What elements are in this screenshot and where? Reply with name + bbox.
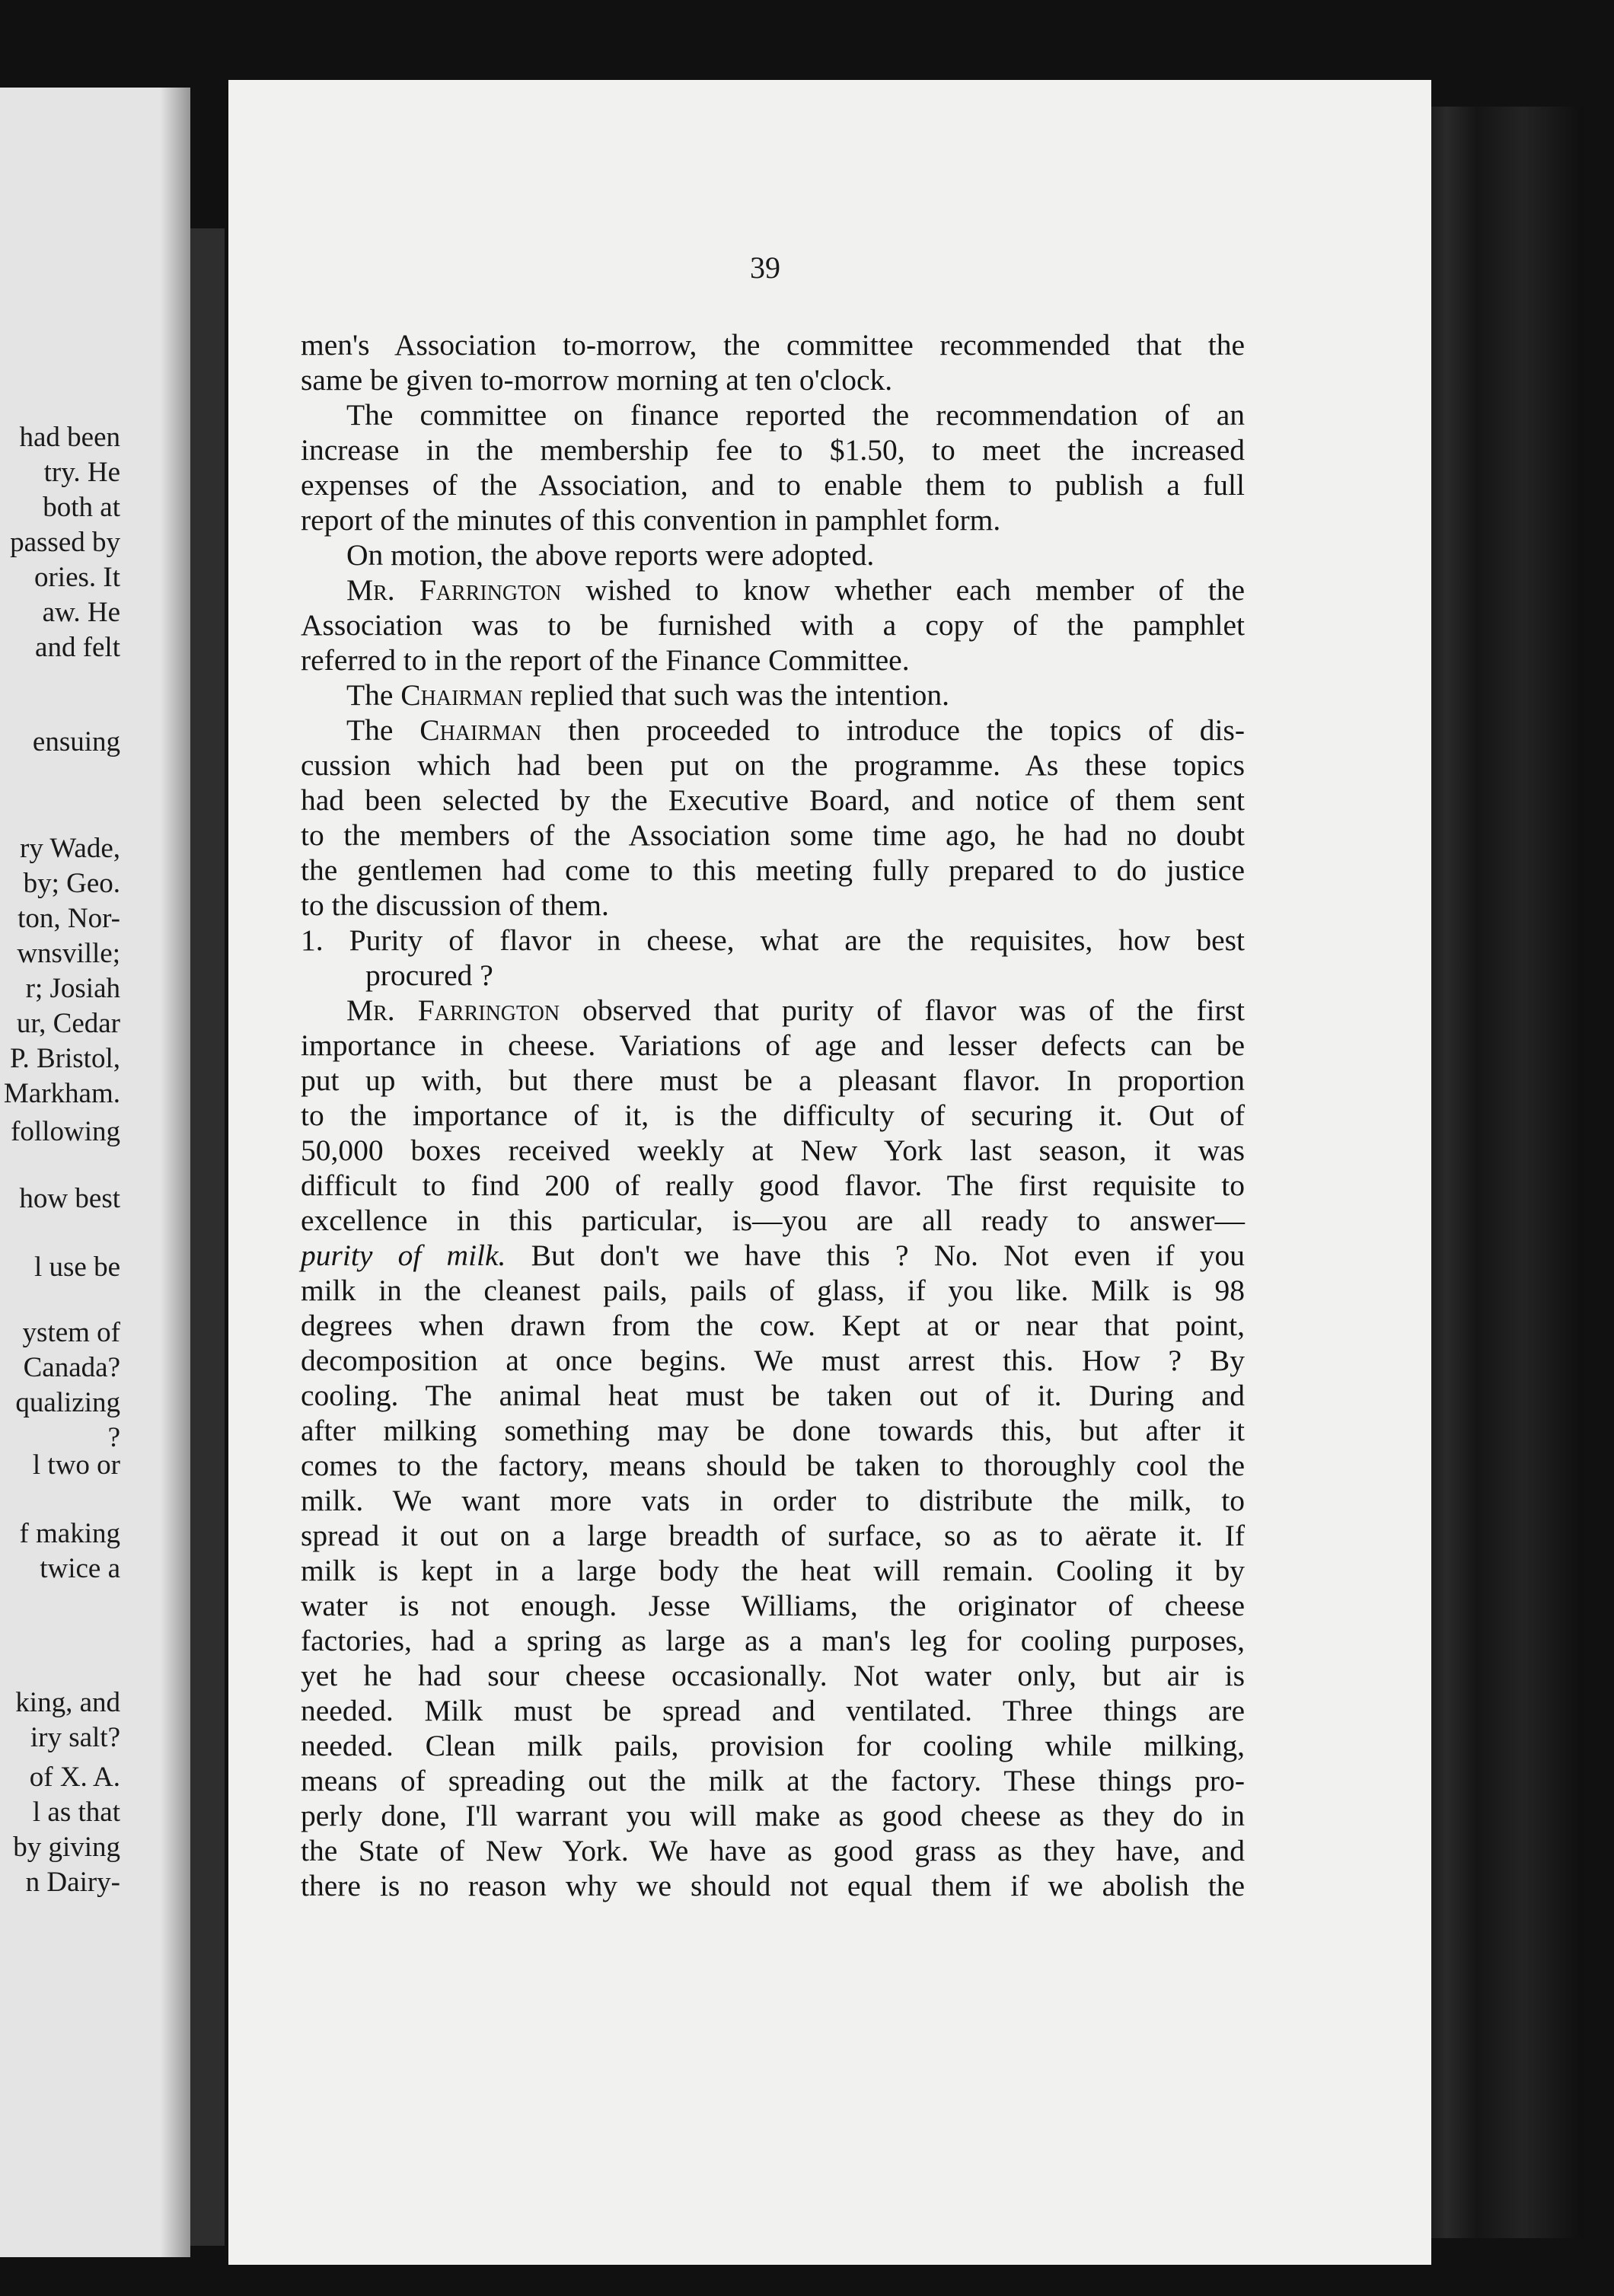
text-line: put up with, but there must be a pleasant flavor. In proportion bbox=[301, 1063, 1245, 1097]
text-line: Association was to be furnished with a copy of the pamphlet bbox=[301, 608, 1245, 642]
facing-page-fragment: both at bbox=[43, 492, 120, 523]
page-number: 39 bbox=[750, 250, 780, 285]
facing-page-fragment: l use be bbox=[33, 1252, 120, 1283]
text-line: had been selected by the Executive Board, and notice of them sent bbox=[301, 783, 1245, 817]
text-line: The committee on finance reported the recommendation of an bbox=[346, 398, 1245, 432]
facing-page-fragment: Canada? bbox=[23, 1352, 120, 1383]
facing-page-fragment: had been bbox=[19, 422, 120, 453]
text-line: cussion which had been put on the programme. As these topics bbox=[301, 748, 1245, 782]
book-gutter bbox=[190, 228, 225, 2246]
text-line: to the discussion of them. bbox=[301, 888, 609, 922]
facing-page-fragment: twice a bbox=[40, 1553, 120, 1584]
facing-page-fragment: l as that bbox=[32, 1797, 120, 1828]
text-line: On motion, the above reports were adopted. bbox=[346, 538, 875, 572]
text-line: milk is kept in a large body the heat will remain. Cooling it by bbox=[301, 1554, 1245, 1587]
text-line: increase in the membership fee to $1.50, to meet the increased bbox=[301, 433, 1245, 467]
text-line: factories, had a spring as large as a man's leg for cooling purposes, bbox=[301, 1624, 1245, 1657]
facing-page-fragment: ton, Nor- bbox=[18, 903, 120, 934]
facing-page-fragment: by giving bbox=[13, 1832, 120, 1863]
text-line bbox=[301, 572, 1245, 607]
text-line: 50,000 boxes received weekly at New York last season, it was bbox=[301, 1134, 1245, 1167]
text-line: excellence in this particular, is—you are all ready to answer— bbox=[301, 1204, 1245, 1237]
text-line: milk in the cleanest pails, pails of glass, if you like. Milk is 98 bbox=[301, 1274, 1245, 1307]
facing-page-fragment: following bbox=[11, 1116, 120, 1147]
binding-shadow bbox=[160, 88, 190, 2257]
facing-page-fragment: Markham. bbox=[3, 1078, 120, 1109]
text-run: observed that purity of flavor was of the first bbox=[560, 993, 1245, 1027]
text-line bbox=[301, 1238, 1245, 1273]
text-line: means of spreading out the milk at the factory. These things pro- bbox=[301, 1764, 1245, 1797]
text-line: comes to the factory, means should be taken to thoroughly cool the bbox=[301, 1449, 1245, 1482]
text-line: after milking something may be done towards this, but after it bbox=[301, 1414, 1245, 1447]
facing-page-fragment: qualizing bbox=[15, 1387, 120, 1418]
text-line: cooling. The animal heat must be taken out of it. During and bbox=[301, 1379, 1245, 1412]
speaker-name: Chairman bbox=[419, 713, 542, 747]
stacked-page-edges bbox=[1431, 107, 1584, 2238]
facing-page-fragment: wnsville; bbox=[17, 938, 120, 969]
text-line bbox=[301, 713, 1245, 748]
text-line: spread it out on a large breadth of surface, so as to aërate it. If bbox=[301, 1519, 1245, 1552]
text-line: the gentlemen had come to this meeting fully prepared to do justice bbox=[301, 853, 1245, 887]
text-line: expenses of the Association, and to enable them to publish a full bbox=[301, 468, 1245, 502]
text-line: degrees when drawn from the cow. Kept at or near that point, bbox=[301, 1309, 1245, 1342]
facing-page-fragment: by; Geo. bbox=[23, 868, 120, 899]
facing-page-fragment: iry salt? bbox=[30, 1722, 120, 1753]
topic-heading-cont: procured ? bbox=[365, 958, 493, 992]
facing-page-fragment: l two or bbox=[32, 1449, 120, 1481]
emphasis-run: purity of milk. bbox=[301, 1239, 506, 1272]
text-line: there is no reason why we should not equal them if we abolish the bbox=[301, 1869, 1245, 1902]
text-run: then proceeded to introduce the topics of dis- bbox=[541, 713, 1245, 747]
facing-page-fragment: ry Wade, bbox=[20, 833, 120, 864]
facing-page-fragment: king, and bbox=[15, 1687, 120, 1718]
text-run: But don't we have this ? No. Not even if you bbox=[506, 1239, 1245, 1272]
facing-page-fragment: and felt bbox=[35, 632, 120, 663]
text-line: decomposition at once begins. We must arrest this. How ? By bbox=[301, 1344, 1245, 1377]
text-run: The bbox=[346, 713, 420, 747]
facing-page-fragment: n Dairy- bbox=[25, 1867, 120, 1898]
text-line: referred to in the report of the Finance Committee. bbox=[301, 643, 910, 677]
text-line bbox=[301, 993, 1245, 1028]
facing-page-fragment: aw. He bbox=[42, 597, 120, 628]
facing-page-fragment: try. He bbox=[43, 457, 120, 488]
facing-page-fragment: ories. It bbox=[33, 562, 120, 593]
speaker-name: Mr. Farrington bbox=[346, 573, 562, 607]
text-line: water is not enough. Jesse Williams, the originator of cheese bbox=[301, 1589, 1245, 1622]
facing-page-left bbox=[0, 88, 190, 2257]
text-line bbox=[301, 678, 1245, 713]
text-line: perly done, I'll warrant you will make as good cheese as they do in bbox=[301, 1799, 1245, 1832]
facing-page-fragment: P. Bristol, bbox=[10, 1043, 120, 1074]
text-line: to the importance of it, is the difficulty of securing it. Out of bbox=[301, 1099, 1245, 1132]
speaker-name: Mr. Farrington bbox=[346, 993, 560, 1027]
text-run: replied that such was the intention. bbox=[522, 678, 949, 712]
text-line: milk. We want more vats in order to distribute the milk, to bbox=[301, 1484, 1245, 1517]
topic-heading: 1. Purity of flavor in cheese, what are the requisites, how best bbox=[301, 923, 1245, 957]
text-run: The bbox=[346, 678, 401, 712]
facing-page-fragment: ur, Cedar bbox=[16, 1008, 120, 1039]
text-line: yet he had sour cheese occasionally. Not water only, but air is bbox=[301, 1659, 1245, 1692]
text-line: to the members of the Association some time ago, he had no doubt bbox=[301, 818, 1245, 852]
text-line: difficult to find 200 of really good flavor. The first requisite to bbox=[301, 1169, 1245, 1202]
facing-page-fragment: passed by bbox=[10, 527, 120, 558]
facing-page-fragment: how best bbox=[19, 1183, 120, 1214]
text-line: same be given to-morrow morning at ten o'clock. bbox=[301, 363, 893, 397]
facing-page-fragment: r; Josiah bbox=[25, 973, 120, 1004]
facing-page-fragment: ensuing bbox=[32, 726, 120, 757]
text-line: importance in cheese. Variations of age and lesser defects can be bbox=[301, 1028, 1245, 1062]
text-line: men's Association to-morrow, the committee recommended that the bbox=[301, 328, 1245, 362]
facing-page-fragment: ystem of bbox=[22, 1317, 120, 1348]
facing-page-fragment: f making bbox=[19, 1518, 120, 1549]
text-line: report of the minutes of this convention in pamphlet form. bbox=[301, 503, 1001, 537]
text-line: the State of New York. We have as good grass as they have, and bbox=[301, 1834, 1245, 1867]
facing-page-fragment: of X. A. bbox=[29, 1762, 120, 1793]
facing-page-fragment: ? bbox=[107, 1422, 120, 1453]
text-run: wished to know whether each member of the bbox=[561, 573, 1245, 607]
text-line: needed. Milk must be spread and ventilated. Three things are bbox=[301, 1694, 1245, 1727]
text-line: needed. Clean milk pails, provision for cooling while milking, bbox=[301, 1729, 1245, 1762]
speaker-name: Chairman bbox=[400, 678, 523, 712]
